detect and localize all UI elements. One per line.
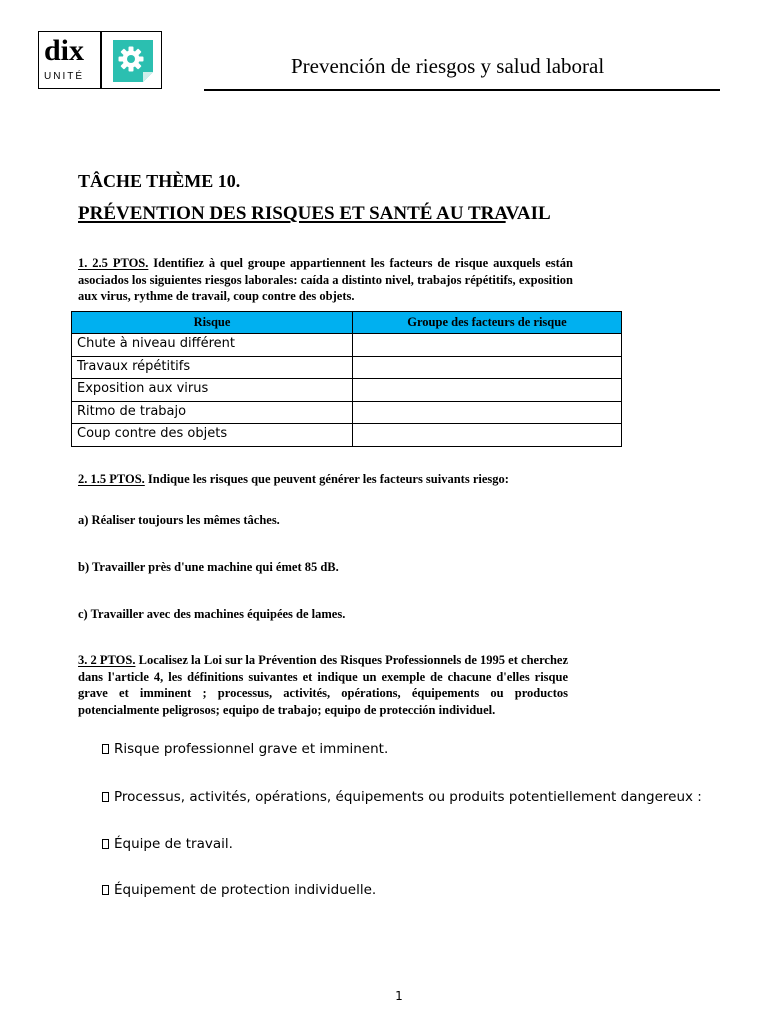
main-title-rest: VAIL xyxy=(505,203,551,224)
question-1-text: Identifiez à quel groupe appartiennent les facteurs de risque auxquels están asociados los siguientes riesgos laborales: caída a distinto nivel, trabajos répétitifs, exposition aux virus, rythme de travail, coup contre des objets. xyxy=(78,256,573,303)
definition-item-label: Équipe de travail. xyxy=(114,836,233,852)
checkbox-icon[interactable] xyxy=(102,839,109,849)
question-2-item-a: a) Réaliser toujours les mêmes tâches. xyxy=(78,513,280,527)
table-row xyxy=(72,334,622,357)
risk-cell: Ritmo de trabajo xyxy=(72,401,353,424)
definition-item xyxy=(102,788,702,806)
definition-item xyxy=(102,740,388,758)
task-title: TÂCHE THÈME 10. xyxy=(78,171,241,191)
table-header-row xyxy=(72,312,622,334)
definition-item xyxy=(102,881,376,899)
table-row xyxy=(72,379,622,402)
main-title xyxy=(78,202,551,226)
question-2-item-b: b) Travailler près d'une machine qui émet 85 dB. xyxy=(78,560,339,574)
question-3 xyxy=(78,652,568,718)
group-cell[interactable] xyxy=(353,356,622,379)
page-number: 1 xyxy=(395,989,403,1003)
header-title: Prevención de riesgos y salud laboral xyxy=(291,54,605,78)
unit-logo xyxy=(38,31,162,89)
column-header-risk: Risque xyxy=(72,312,353,334)
main-title-underlined: PRÉVENTION DES RISQUES ET SANTÉ AU TRA xyxy=(78,203,506,224)
definition-item-label: Processus, activités, opérations, équipements ou produits potentiellement dangereux : xyxy=(114,789,702,805)
table-row xyxy=(72,424,622,447)
group-cell[interactable] xyxy=(353,379,622,402)
risk-table xyxy=(71,311,622,447)
unit-number-word: dix xyxy=(44,34,85,67)
question-2 xyxy=(78,471,546,488)
question-2-text: Indique les risques que peuvent générer les facteurs suivants riesgo: xyxy=(144,472,509,486)
question-3-text: Localisez la Loi sur la Prévention des Risques Professionnels de 1995 et cherchez dans l'article 4, les définitions suivantes et indique un exemple de chacune d'elles risque grave et imminent ; processus, activités, opérations, équipements ou productos potencialmente peligrosos; equipo de trabajo; equipo de protección individuel. xyxy=(78,653,569,717)
definition-item-label: Risque professionnel grave et imminent. xyxy=(114,741,389,757)
risk-cell: Exposition aux virus xyxy=(72,379,353,402)
definition-item xyxy=(102,835,233,853)
checkbox-icon[interactable] xyxy=(102,792,109,802)
group-cell[interactable] xyxy=(353,401,622,424)
header-rule xyxy=(204,89,720,91)
gear-document-icon xyxy=(113,40,153,82)
risk-cell: Travaux répétitifs xyxy=(72,356,353,379)
question-2-item-c: c) Travailler avec des machines équipées de lames. xyxy=(78,607,346,621)
logo-divider xyxy=(100,32,102,88)
definition-item-label: Équipement de protection individuelle. xyxy=(114,882,377,898)
risk-cell: Chute à niveau différent xyxy=(72,334,353,357)
group-cell[interactable] xyxy=(353,334,622,357)
risk-cell: Coup contre des objets xyxy=(72,424,353,447)
question-1-points: 1. 2.5 PTOS. xyxy=(78,256,149,270)
checkbox-icon[interactable] xyxy=(102,885,109,895)
group-cell[interactable] xyxy=(353,424,622,447)
column-header-group: Groupe des facteurs de risque xyxy=(353,312,622,334)
question-3-points: 3. 2 PTOS. xyxy=(78,653,136,667)
table-row xyxy=(72,356,622,379)
question-1 xyxy=(78,255,573,305)
question-2-points: 2. 1.5 PTOS. xyxy=(78,472,145,486)
unit-label: UNITÉ xyxy=(44,71,84,82)
table-row xyxy=(72,401,622,424)
checkbox-icon[interactable] xyxy=(102,744,109,754)
